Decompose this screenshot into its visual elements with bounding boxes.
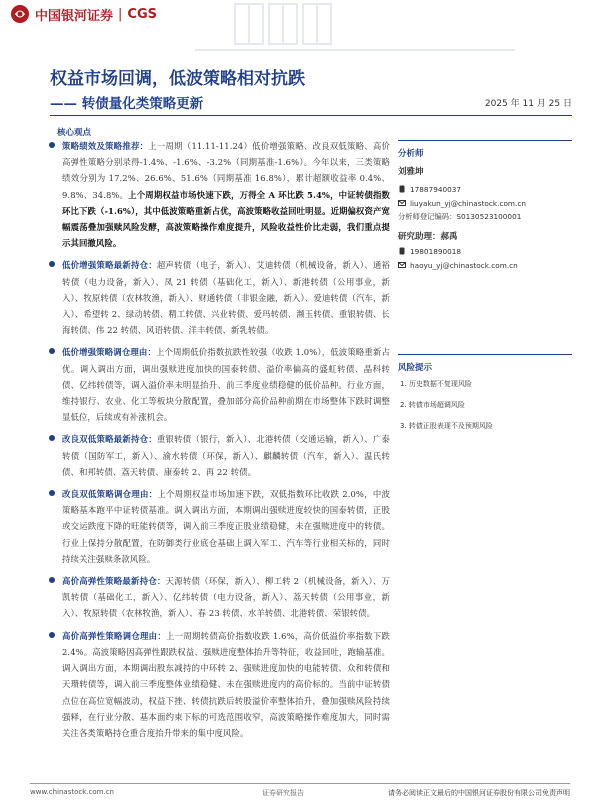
paragraph-lead: 策略绩效及策略推荐： <box>62 141 149 151</box>
analyst-email-row <box>398 196 572 210</box>
analyst-cert: 分析师登记编码：S0130523100001 <box>398 212 522 221</box>
analyst-name: 刘雅坤 <box>398 167 424 177</box>
bullet-icon <box>49 577 55 583</box>
phone-icon <box>398 185 406 193</box>
main-content <box>46 138 390 747</box>
header-decoration <box>195 0 515 55</box>
paragraph-lead: 高价高弹性策略调仓理由： <box>62 630 167 641</box>
report-date: 2025 年 11 月 25 日 <box>484 99 572 109</box>
paragraph-text: 超声转债（电子，新入）、艾迪转债（机械设备，新入）、通裕转债（电力设备，新入）、凤 21 转债（基础化工，新入）、新港转债（公用事业，新入）、牧原转债（农林牧渔，新入）、财通转债（非银金融，新入）、爱迪转债（汽车，新入）、希望转 2、绿动转债、精工转债、兴业转债、爱玛转债、濒玉转债、重银转债、长海转债、伟 22 转债、风语转债、洋丰转债、新乳转债。 <box>62 260 390 336</box>
email-icon <box>398 261 406 269</box>
bullet-icon <box>49 348 55 354</box>
viewpoint-paragraph <box>46 573 390 622</box>
assistant-label: 研究助理：郝禹 <box>398 232 458 242</box>
bullet-icon <box>49 632 55 638</box>
bullet-icon <box>49 261 55 267</box>
brand-logo <box>10 4 157 24</box>
analyst-email[interactable]: liuyakun_yj@chinastock.com.cn <box>410 198 526 208</box>
title-divider <box>50 115 572 116</box>
analyst-heading: 分析师 <box>398 140 572 159</box>
report-subtitle: —— 转债量化类策略更新 <box>50 96 204 112</box>
paragraph-lead: 高价高弹性策略最新持仓： <box>62 576 166 587</box>
paragraph-lead: 低价增强策略最新持仓： <box>62 260 157 271</box>
email-icon <box>398 199 406 207</box>
assistant-email-row <box>398 258 572 272</box>
assistant-phone-row <box>398 244 572 258</box>
risk-item: 3. 转债正股表现不及预期风险 <box>400 422 493 430</box>
viewpoint-paragraph <box>46 628 390 741</box>
brand-name-en: CGS <box>127 6 157 22</box>
paragraph-lead: 低价增强策略调仓理由： <box>62 347 157 358</box>
paragraph-text: 重银转债（银行，新入）、北港转债（交通运输，新入）、广泰转债（国防军工，新入）、渝水转债（环保，新入）、麒麟转债（汽车，新入）、温氏转债、和邦转债、荔天转债、康泰转 2、再 22 转债。 <box>62 434 390 477</box>
sidebar <box>398 140 572 442</box>
bullet-icon <box>49 490 55 496</box>
report-title: 权益市场回调，低波策略相对抗跌 <box>50 69 305 89</box>
assistant-phone: 19801890018 <box>410 246 462 256</box>
risk-item: 1. 历史数据不复现风险 <box>400 380 472 388</box>
phone-icon <box>398 247 406 255</box>
analyst-phone: 17887940037 <box>410 184 462 194</box>
analyst-phone-row <box>398 182 572 196</box>
assistant-email[interactable]: haoyu_yj@chinastock.com.cn <box>410 260 518 270</box>
paragraph-text: 上个周期权益市场加速下跌，双低指数环比收跌 2.0%，中波策略基本跑平中证转债基准。调入调出方面，本期调出强赎进度较快的国泰转债，正股或交运跌度下降的旺能转债等，调入前三季度正股业绩稳健，未在强赎进度中的转债。行业上保持分散配置，在防御类行业底仓基础上调入军工、汽车等行业相关标的，同时持续关注强赎条款风险。 <box>62 489 390 564</box>
logo-icon <box>10 4 30 24</box>
footer-divider <box>30 783 570 784</box>
paragraph-text: 上一周期转债高价指数收跌 1.6%，高价低溢价率指数下跌 2.4%。高波策略因高弹性跟跌权益、强赎进度整体抬升等特征，收益回吐，跑输基准。调入调出方面，本期调出股东减持的中环转 2、强赎进度加快的电能转债、众和转债和天瓒转债等，调入前三季度整体业绩稳健、未在强赎进度内的高价标的。当前中证转债点位在高位宽幅波动，权益下挫、转债抗跌后转股溢价率整体抬升，叠加强赎风险持续强释，在行业分散、基本面约束下标的可选范围收窄，高波策略操作难度加大，同时需关注各类策略持仓重合度抬升带来的集中度风险。 <box>62 630 390 738</box>
viewpoint-paragraph <box>46 486 390 567</box>
risk-heading: 风险提示 <box>398 354 572 373</box>
footer-disclaimer: 请务必阅读正文最后的中国银河证券股份有限公司免责声明 <box>388 789 570 797</box>
viewpoint-paragraph <box>46 138 390 251</box>
core-heading: 核心观点 <box>57 128 92 138</box>
footer-site[interactable]: www.chinastock.com.cn <box>30 788 114 796</box>
paragraph-emphasis: 上个周期权益市场快速下跌，万得全 A 环比跌 5.4%，中证转债指数环比下跌（-1.6%），其中低波策略重新占优，高波策略收益回吐明显。近期偏权资产宽幅震荡叠加强赎风险发酵，高波策略操作难度提升，风险收益性价比走弱，我们重点提示其回撤风险。 <box>62 189 391 249</box>
viewpoint-paragraph <box>46 257 390 338</box>
bullet-icon <box>49 142 55 148</box>
paragraph-lead: 改良双低策略最新持仓： <box>62 434 157 445</box>
viewpoint-paragraph <box>46 431 390 480</box>
bullet-icon <box>49 435 55 441</box>
paragraph-text: 上个周期低价指数抗跌性较强（收跌 1.0%），低波策略重新占优。调入调出方面，调出强赎进度加快的国泰转债、溢价率偏高的盛虹转债、晶科转债、亿纬转债等，调入溢价率未明显抬升、前三季度业绩稳健的低价品种。行业方面，维持银行、农业、化工等板块分散配置，叠加部分高价品种前期在市场整体下跌时调整显低位，后续或有补涨机会。 <box>62 347 390 423</box>
footer-center: 证券研究报告 <box>262 789 304 797</box>
paragraph-text: 上一周期（11.11-11.24）低价增强策略、改良双低策略、高价高弹性策略分别录得-1.4%、-1.6%、-3.2%（同期基准-1.6%）。今年以来，三类策略绩效分别为 17.2%、26.6%、51.6%（同期基准 16.8%），累计超额收益率 0.4%、9.8%、34.8%。 <box>62 141 390 200</box>
brand-name: 中国银河证券 <box>35 8 114 24</box>
paragraph-lead: 改良双低策略调仓理由： <box>62 489 158 500</box>
paragraph-text: 天源转债（环保，新入）、柳工转 2（机械设备，新入）、万凯转债（基础化工，新入）、亿纬转债（电力设备，新入）、荔天转债（公用事业，新入）、牧原转债（农林牧渔，新入）、春 23 转债、水羊转债、北港转债、荣银转债。 <box>62 576 390 619</box>
brand-separator: | <box>118 6 123 22</box>
risk-item: 2. 转债市场超调风险 <box>400 401 465 409</box>
viewpoint-paragraph <box>46 344 390 425</box>
